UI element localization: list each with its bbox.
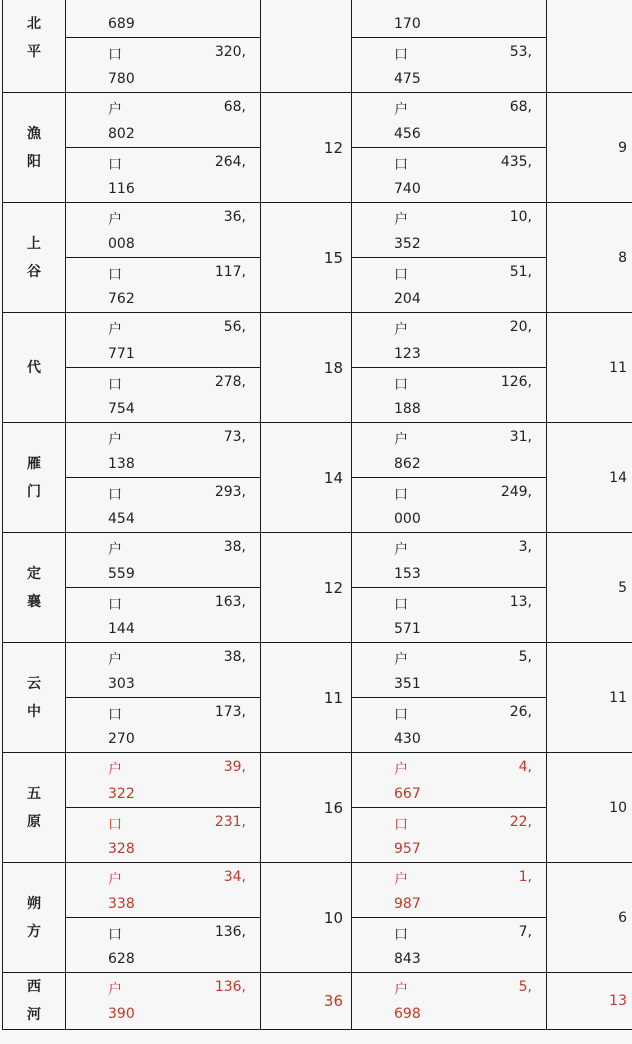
value-tail: 628	[108, 951, 135, 967]
households-cell-b	[352, 643, 547, 698]
value-line-top	[394, 484, 532, 502]
value-tail: 957	[394, 841, 421, 857]
value-line-top	[394, 429, 532, 447]
county-count-a	[261, 0, 352, 93]
unit-label: 户	[108, 982, 122, 998]
value-tail: 116	[108, 181, 135, 197]
population-cell-a	[66, 148, 261, 203]
unit-label: 口	[108, 707, 122, 723]
value-tail: 689	[108, 16, 135, 32]
county-count-b: 13	[547, 973, 632, 1030]
value-head: 136,	[214, 979, 246, 995]
value-head: 249,	[500, 484, 532, 500]
commandery-name-cell	[3, 973, 66, 1030]
table-row	[3, 753, 632, 808]
value-head: 117,	[214, 264, 246, 280]
county-count-a: 14	[261, 423, 352, 533]
commandery-name-char: 原	[27, 813, 41, 830]
population-cell-b	[352, 478, 547, 533]
unit-label: 口	[394, 707, 408, 723]
households-cell-a	[66, 203, 261, 258]
value-head: 7,	[518, 924, 532, 940]
unit-label: 户	[108, 212, 122, 228]
county-count-a: 18	[261, 313, 352, 423]
value-line-top	[394, 264, 532, 282]
value-head: 68,	[509, 99, 532, 115]
unit-label: 口	[108, 377, 122, 393]
county-count-a: 11	[261, 643, 352, 753]
value-line-top	[394, 704, 532, 722]
value-line-top	[394, 979, 532, 997]
population-cell-a	[66, 478, 261, 533]
value-line-top	[108, 924, 246, 942]
value-head: 1,	[518, 869, 532, 885]
population-cell-b	[352, 258, 547, 313]
value-line-top	[108, 539, 246, 557]
value-line-top	[108, 319, 246, 337]
value-head: 39,	[223, 759, 246, 775]
value-line-top	[394, 539, 532, 557]
unit-label: 口	[108, 47, 122, 63]
commandery-name-char: 定	[27, 565, 41, 582]
value-tail: 328	[108, 841, 135, 857]
value-head: 73,	[223, 429, 246, 445]
value-tail: 698	[394, 1006, 421, 1022]
value-line-top	[394, 924, 532, 942]
commandery-name-char: 中	[27, 703, 41, 720]
commandery-name-char: 朔	[27, 895, 41, 912]
county-count-b: 11	[547, 643, 632, 753]
county-count-b: 10	[547, 753, 632, 863]
county-count-a: 12	[261, 533, 352, 643]
value-line-top	[394, 759, 532, 777]
population-cell-a	[66, 698, 261, 753]
county-count-a: 15	[261, 203, 352, 313]
unit-label: 口	[394, 267, 408, 283]
commandery-name-cell	[3, 313, 66, 423]
households-cell-b	[352, 0, 547, 38]
commandery-name-cell	[3, 863, 66, 973]
county-count-a: 12	[261, 93, 352, 203]
commandery-name-cell	[3, 753, 66, 863]
value-tail: 843	[394, 951, 421, 967]
commandery-name-char: 门	[27, 483, 41, 500]
unit-label: 口	[394, 927, 408, 943]
value-head: 20,	[509, 319, 532, 335]
value-tail: 667	[394, 786, 421, 802]
value-head: 136,	[214, 924, 246, 940]
unit-label: 户	[394, 212, 408, 228]
unit-label: 户	[108, 652, 122, 668]
households-cell-a	[66, 533, 261, 588]
value-line-top	[394, 319, 532, 337]
table-row	[3, 313, 632, 368]
value-line-top	[394, 209, 532, 227]
commandery-name-char: 上	[27, 235, 41, 252]
unit-label: 户	[394, 432, 408, 448]
unit-label: 户	[394, 322, 408, 338]
value-line-top	[108, 264, 246, 282]
value-line-top	[394, 814, 532, 832]
households-cell-b	[352, 203, 547, 258]
table-row	[3, 863, 632, 918]
table-body	[3, 0, 632, 1030]
value-head: 13,	[509, 594, 532, 610]
value-line-top	[108, 209, 246, 227]
population-cell-a	[66, 808, 261, 863]
population-cell-a	[66, 368, 261, 423]
value-head: 31,	[509, 429, 532, 445]
population-cell-b	[352, 588, 547, 643]
value-head: 231,	[214, 814, 246, 830]
value-head: 4,	[518, 759, 532, 775]
value-tail: 000	[394, 511, 421, 527]
households-cell-b	[352, 313, 547, 368]
table-row	[3, 533, 632, 588]
table-row	[3, 203, 632, 258]
value-tail: 322	[108, 786, 135, 802]
county-count-a: 10	[261, 863, 352, 973]
value-line-top	[108, 704, 246, 722]
county-count-b: 5	[547, 533, 632, 643]
households-cell-b	[352, 753, 547, 808]
value-tail: 170	[394, 16, 421, 32]
population-table	[2, 0, 632, 1030]
value-line-top	[108, 429, 246, 447]
population-cell-a	[66, 918, 261, 973]
unit-label: 口	[394, 157, 408, 173]
unit-label: 口	[394, 47, 408, 63]
table-row	[3, 0, 632, 38]
value-line-top	[108, 869, 246, 887]
value-tail: 780	[108, 71, 135, 87]
value-tail: 740	[394, 181, 421, 197]
value-line-top	[108, 979, 246, 997]
value-head: 38,	[223, 539, 246, 555]
commandery-name-cell	[3, 0, 66, 93]
unit-label: 户	[394, 762, 408, 778]
value-tail: 138	[108, 456, 135, 472]
value-tail: 430	[394, 731, 421, 747]
households-cell-a	[66, 313, 261, 368]
value-tail: 338	[108, 896, 135, 912]
county-count-b: 14	[547, 423, 632, 533]
commandery-name-cell	[3, 643, 66, 753]
value-head: 26,	[509, 704, 532, 720]
population-cell-b	[352, 38, 547, 93]
value-line-top	[108, 484, 246, 502]
value-head: 51,	[509, 264, 532, 280]
value-head: 435,	[500, 154, 532, 170]
unit-label: 口	[394, 817, 408, 833]
table-row	[3, 423, 632, 478]
table-row	[3, 643, 632, 698]
value-head: 10,	[509, 209, 532, 225]
commandery-name-char: 北	[27, 15, 41, 32]
unit-label: 口	[394, 487, 408, 503]
value-line-top	[108, 759, 246, 777]
commandery-name-char: 五	[27, 785, 41, 802]
commandery-name-char: 云	[27, 675, 41, 692]
households-cell-a	[66, 753, 261, 808]
households-cell-a	[66, 423, 261, 478]
value-tail: 771	[108, 346, 135, 362]
unit-label: 口	[394, 597, 408, 613]
value-head: 126,	[500, 374, 532, 390]
population-cell-b	[352, 148, 547, 203]
value-head: 320,	[214, 44, 246, 60]
unit-label: 口	[108, 267, 122, 283]
value-line-top	[394, 44, 532, 62]
value-line-top	[108, 374, 246, 392]
commandery-name-char: 阳	[27, 153, 41, 170]
households-cell-a	[66, 0, 261, 38]
households-cell-b	[352, 93, 547, 148]
population-cell-b	[352, 808, 547, 863]
table-row	[3, 93, 632, 148]
households-cell-b	[352, 423, 547, 478]
value-tail: 123	[394, 346, 421, 362]
value-head: 173,	[214, 704, 246, 720]
value-head: 34,	[223, 869, 246, 885]
value-tail: 559	[108, 566, 135, 582]
unit-label: 口	[394, 377, 408, 393]
unit-label: 户	[108, 322, 122, 338]
value-line-top	[394, 594, 532, 612]
value-tail: 862	[394, 456, 421, 472]
value-tail: 303	[108, 676, 135, 692]
value-tail: 351	[394, 676, 421, 692]
value-head: 163,	[214, 594, 246, 610]
value-line-top	[108, 814, 246, 832]
unit-label: 口	[108, 927, 122, 943]
value-head: 53,	[509, 44, 532, 60]
value-head: 22,	[509, 814, 532, 830]
unit-label: 口	[108, 597, 122, 613]
commandery-name-char: 河	[27, 1007, 41, 1023]
unit-label: 户	[108, 432, 122, 448]
value-line-top	[394, 0, 532, 7]
value-tail: 571	[394, 621, 421, 637]
unit-label: 户	[394, 872, 408, 888]
value-head: 264,	[214, 154, 246, 170]
value-head: 5,	[518, 979, 532, 995]
commandery-name-cell	[3, 423, 66, 533]
value-tail: 204	[394, 291, 421, 307]
unit-label: 户	[108, 872, 122, 888]
population-cell-b	[352, 368, 547, 423]
value-tail: 454	[108, 511, 135, 527]
households-cell-a	[66, 973, 261, 1030]
county-count-a: 16	[261, 753, 352, 863]
households-cell-a	[66, 93, 261, 148]
value-tail: 762	[108, 291, 135, 307]
value-line-top	[394, 374, 532, 392]
households-cell-a	[66, 643, 261, 698]
value-head: 38,	[223, 649, 246, 665]
value-head: 278,	[214, 374, 246, 390]
commandery-name-char: 西	[27, 979, 41, 995]
value-tail: 475	[394, 71, 421, 87]
value-head: 68,	[223, 99, 246, 115]
value-line-top	[108, 594, 246, 612]
unit-label: 户	[108, 542, 122, 558]
value-line-top	[394, 154, 532, 172]
commandery-name-char: 漁	[27, 125, 41, 142]
unit-label: 户	[394, 542, 408, 558]
value-tail: 390	[108, 1006, 135, 1022]
unit-label: 口	[108, 157, 122, 173]
households-cell-b	[352, 863, 547, 918]
households-cell-b	[352, 973, 547, 1030]
county-count-b	[547, 0, 632, 93]
population-cell-a	[66, 38, 261, 93]
value-tail: 802	[108, 126, 135, 142]
households-cell-a	[66, 863, 261, 918]
commandery-name-char: 雁	[27, 455, 41, 472]
value-head: 5,	[518, 649, 532, 665]
value-head: 56,	[223, 319, 246, 335]
value-tail: 456	[394, 126, 421, 142]
commandery-name-char: 平	[27, 43, 41, 60]
county-count-b: 8	[547, 203, 632, 313]
value-tail: 008	[108, 236, 135, 252]
population-cell-b	[352, 918, 547, 973]
commandery-name-char: 襄	[27, 593, 41, 610]
commandery-name-cell	[3, 203, 66, 313]
value-tail: 270	[108, 731, 135, 747]
unit-label: 口	[108, 817, 122, 833]
value-line-top	[108, 99, 246, 117]
population-cell-a	[66, 258, 261, 313]
value-tail: 188	[394, 401, 421, 417]
value-tail: 352	[394, 236, 421, 252]
population-cell-b	[352, 698, 547, 753]
value-line-top	[108, 154, 246, 172]
unit-label: 户	[394, 982, 408, 998]
value-tail: 153	[394, 566, 421, 582]
value-tail: 144	[108, 621, 135, 637]
unit-label: 户	[108, 102, 122, 118]
value-tail: 987	[394, 896, 421, 912]
value-head: 293,	[214, 484, 246, 500]
county-count-a: 36	[261, 973, 352, 1030]
commandery-name-char: 方	[27, 923, 41, 940]
value-line-top	[394, 99, 532, 117]
population-cell-a	[66, 588, 261, 643]
value-line-top	[108, 44, 246, 62]
value-line-top	[108, 649, 246, 667]
households-cell-b	[352, 533, 547, 588]
table-row	[3, 973, 632, 1030]
value-line-top	[108, 0, 246, 7]
unit-label: 口	[108, 487, 122, 503]
unit-label: 户	[394, 652, 408, 668]
value-head: 3,	[518, 539, 532, 555]
value-head: 36,	[223, 209, 246, 225]
unit-label: 户	[394, 102, 408, 118]
unit-label: 户	[108, 762, 122, 778]
commandery-name-char: 谷	[27, 263, 41, 280]
value-tail: 754	[108, 401, 135, 417]
value-line-top	[394, 869, 532, 887]
commandery-name-char: 代	[27, 359, 41, 376]
county-count-b: 9	[547, 93, 632, 203]
county-count-b: 11	[547, 313, 632, 423]
value-line-top	[394, 649, 532, 667]
commandery-name-cell	[3, 533, 66, 643]
county-count-b: 6	[547, 863, 632, 973]
commandery-name-cell	[3, 93, 66, 203]
